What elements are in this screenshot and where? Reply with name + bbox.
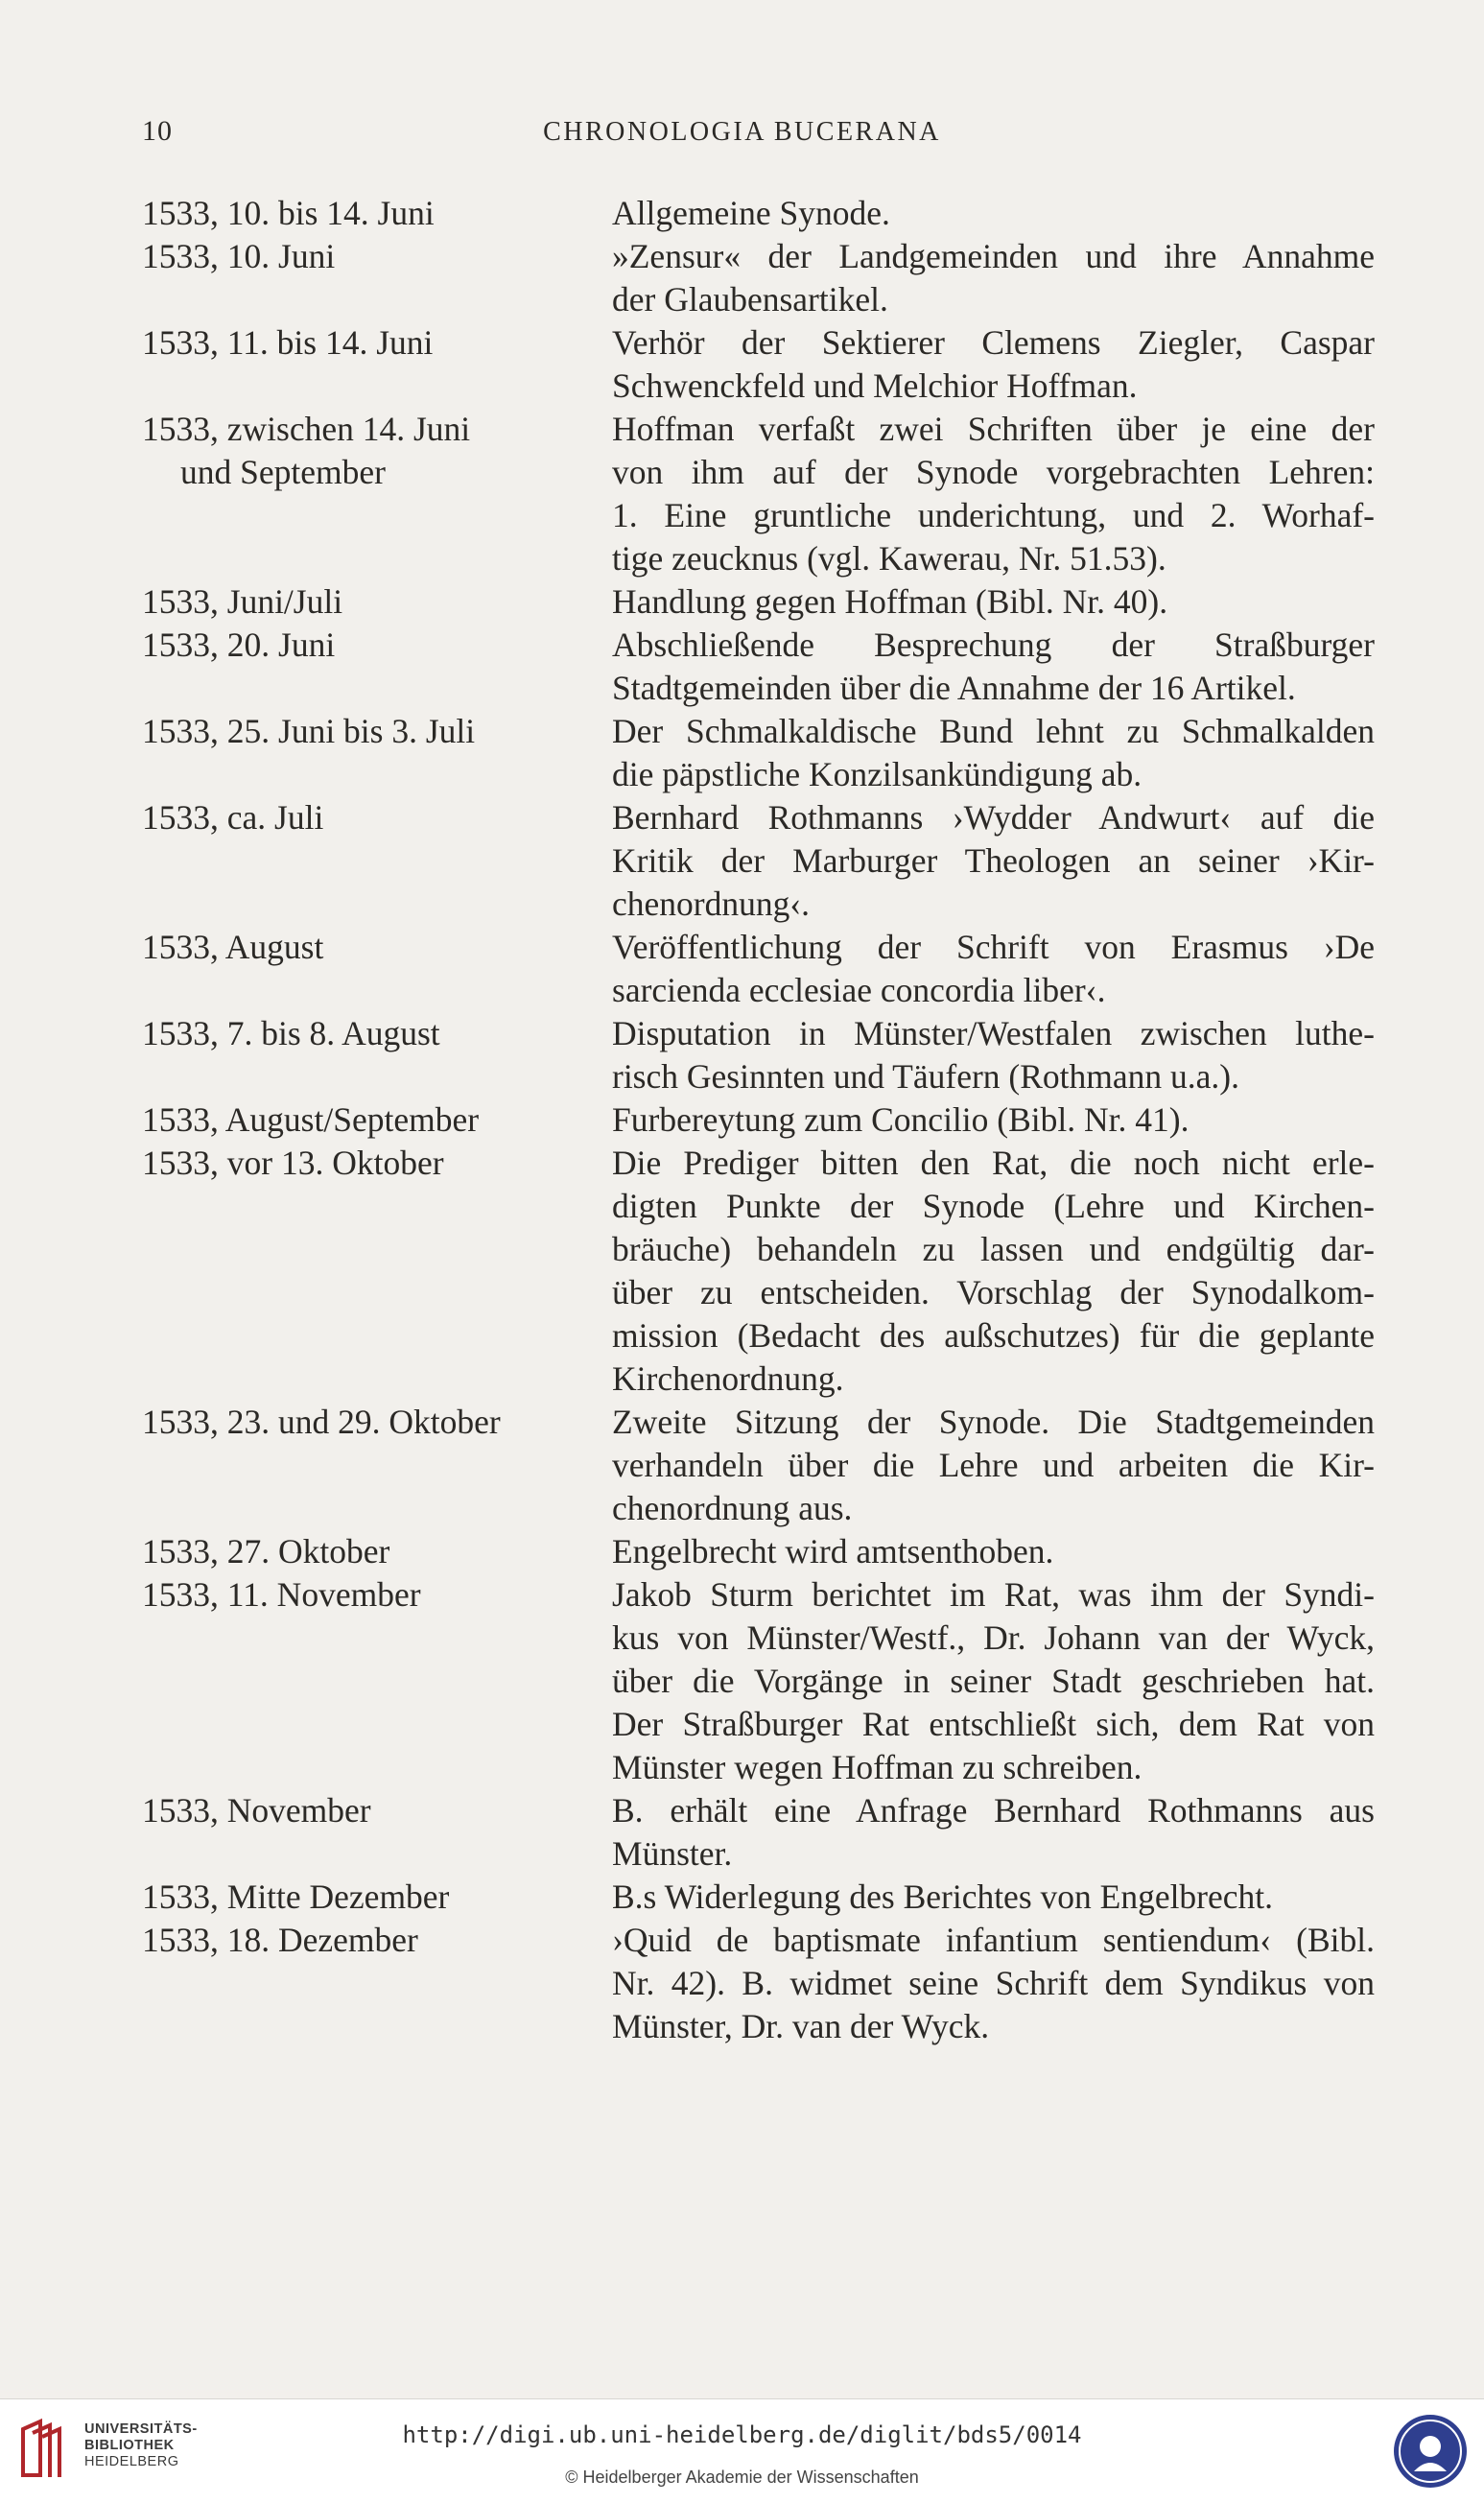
entry-text-line: »Zensur« der Landgemeinden und ihre Annahme: [612, 237, 1375, 275]
entry-date-line: 1533, 11. November: [142, 1575, 421, 1614]
entry-text-line: Abschließende Besprechung der Straßburger: [612, 626, 1375, 664]
entry-description: [612, 192, 1375, 235]
entry-date-line: 1533, 27. Oktober: [142, 1532, 390, 1570]
entry-text-line: ›Quid de baptismate infantium sentiendum‹ (Bibl.: [612, 1921, 1375, 1959]
entry-text-line: Allgemeine Synode.: [612, 194, 890, 232]
entry-text-line: über die Vorgänge in seiner Stadt geschrieben hat.: [612, 1662, 1375, 1700]
entry-text-line: über zu entscheiden. Vorschlag der Synodalkom-: [612, 1273, 1375, 1311]
entry-text-line: chenordnung‹.: [612, 885, 811, 923]
entry-description: [612, 624, 1375, 710]
entry-text-line: der Glaubensartikel.: [612, 280, 888, 319]
entry-text-line: Jakob Sturm berichtet im Rat, was ihm der Syndi-: [612, 1575, 1375, 1614]
entry-date-line: 1533, 11. bis 14. Juni: [142, 323, 434, 362]
library-name-line: HEIDELBERG: [84, 2454, 179, 2469]
entry-date: [142, 580, 612, 624]
entry-date-line: 1533, 10. Juni: [142, 237, 336, 275]
chronology-entry: [142, 1919, 1375, 2048]
entry-text-line: die päpstliche Konzilsankündigung ab.: [612, 755, 1142, 793]
entry-description: [612, 1530, 1375, 1573]
entry-date-line: 1533, 23. und 29. Oktober: [142, 1403, 501, 1441]
entry-description: [612, 235, 1375, 321]
entry-date: [142, 1098, 612, 1142]
library-name-line: BIBLIOTHEK: [84, 2438, 175, 2453]
chronology-entry: [142, 1098, 1375, 1142]
entry-date: [142, 1530, 612, 1573]
entry-text-line: Münster.: [612, 1834, 733, 1873]
running-title: CHRONOLOGIA BUCERANA: [543, 117, 941, 147]
entry-text-line: Stadtgemeinden über die Annahme der 16 Artikel.: [612, 669, 1296, 707]
entry-date: [142, 1876, 612, 1919]
chronology-entry: [142, 1573, 1375, 1789]
entry-description: [612, 1098, 1375, 1142]
entry-text-line: sarcienda ecclesiae concordia liber‹.: [612, 971, 1106, 1009]
chronology-entry: [142, 796, 1375, 926]
chronology-entry: [142, 1530, 1375, 1573]
entry-date: [142, 235, 612, 321]
chronology-list: [142, 192, 1375, 2048]
entry-date-line: 1533, 7. bis 8. August: [142, 1014, 440, 1052]
entry-text-line: kus von Münster/Westf., Dr. Johann van der Wyck,: [612, 1618, 1375, 1657]
chronology-entry: [142, 1012, 1375, 1098]
entry-date: [142, 1401, 612, 1530]
entry-text-line: Hoffman verfaßt zwei Schriften über je eine der: [612, 410, 1375, 448]
chronology-entry: [142, 1789, 1375, 1876]
entry-text-line: Schwenckfeld und Melchior Hoffman.: [612, 366, 1138, 405]
entry-date: [142, 1573, 612, 1789]
entry-date: [142, 1142, 612, 1401]
entry-date-line: 1533, Mitte Dezember: [142, 1877, 450, 1916]
entry-date-line: 1533, 20. Juni: [142, 626, 336, 664]
entry-description: [612, 1876, 1375, 1919]
entry-text-line: Veröffentlichung der Schrift von Erasmus ›De: [612, 928, 1375, 966]
page-number: 10: [142, 115, 173, 147]
entry-text-line: Furbereytung zum Concilio (Bibl. Nr. 41).: [612, 1100, 1190, 1139]
entry-date: [142, 926, 612, 1012]
entry-description: [612, 408, 1375, 580]
entry-date-line: 1533, 25. Juni bis 3. Juli: [142, 712, 476, 750]
entry-description: [612, 1142, 1375, 1401]
entry-description: [612, 710, 1375, 796]
entry-text-line: Zweite Sitzung der Synode. Die Stadtgemeinden: [612, 1403, 1375, 1441]
entry-text-line: Die Prediger bitten den Rat, die noch nicht erle-: [612, 1144, 1375, 1182]
entry-text-line: B. erhält eine Anfrage Bernhard Rothmanns aus: [612, 1791, 1375, 1830]
entry-text-line: Münster, Dr. van der Wyck.: [612, 2007, 990, 2045]
entry-text-line: B.s Widerlegung des Berichtes von Engelbrecht.: [612, 1877, 1274, 1916]
chronology-entry: [142, 321, 1375, 408]
entry-text-line: mission (Bedacht des außschutzes) für die geplante: [612, 1316, 1375, 1355]
chronology-entry: [142, 235, 1375, 321]
entry-date: [142, 710, 612, 796]
entry-text-line: Engelbrecht wird amtsenthoben.: [612, 1532, 1054, 1570]
entry-text-line: Der Schmalkaldische Bund lehnt zu Schmalkalden: [612, 712, 1375, 750]
chronology-entry: [142, 1142, 1375, 1401]
entry-description: [612, 1919, 1375, 2048]
entry-date-line: 1533, 18. Dezember: [142, 1921, 418, 1959]
entry-description: [612, 1573, 1375, 1789]
entry-date: [142, 1789, 612, 1876]
entry-date-line: 1533, August: [142, 928, 324, 966]
entry-description: [612, 580, 1375, 624]
entry-text-line: von ihm auf der Synode vorgebrachten Lehren:: [612, 453, 1375, 491]
entry-date-line: 1533, zwischen 14. Juni: [142, 410, 471, 448]
entry-text-line: Kirchenordnung.: [612, 1359, 844, 1398]
entry-date-line: 1533, August/September: [142, 1100, 480, 1139]
entry-text-line: Verhör der Sektierer Clemens Ziegler, Caspar: [612, 323, 1375, 362]
entry-text-line: bräuche) behandeln zu lassen und endgültig dar-: [612, 1230, 1375, 1268]
entry-text-line: Der Straßburger Rat entschließt sich, dem Rat von: [612, 1705, 1375, 1743]
entry-text-line: Handlung gegen Hoffman (Bibl. Nr. 40).: [612, 582, 1168, 621]
chronology-entry: [142, 580, 1375, 624]
entry-text-line: Münster wegen Hoffman zu schreiben.: [612, 1748, 1142, 1786]
entry-date-line: 1533, ca. Juli: [142, 798, 324, 837]
entry-text-line: tige zeucknus (vgl. Kawerau, Nr. 51.53).: [612, 539, 1166, 578]
entry-text-line: Kritik der Marburger Theologen an seiner ›Kir-: [612, 841, 1375, 880]
entry-date: [142, 1919, 612, 2048]
entry-date: [142, 408, 612, 580]
chronology-entry: [142, 192, 1375, 235]
library-name-line: UNIVERSITÄTS-: [84, 2421, 198, 2437]
permalink-url[interactable]: http://digi.ub.uni-heidelberg.de/diglit/bds5/0014: [402, 2421, 1082, 2448]
entry-description: [612, 796, 1375, 926]
academy-seal-icon: [1391, 2412, 1470, 2491]
chronology-entry: [142, 926, 1375, 1012]
entry-date: [142, 624, 612, 710]
chronology-entry: [142, 1876, 1375, 1919]
chronology-entry: [142, 1401, 1375, 1530]
entry-text-line: Disputation in Münster/Westfalen zwischen luthe-: [612, 1014, 1375, 1052]
entry-text-line: verhandeln über die Lehre und arbeiten die Kir-: [612, 1446, 1375, 1484]
entry-date-line: 1533, 10. bis 14. Juni: [142, 194, 435, 232]
entry-date: [142, 192, 612, 235]
entry-description: [612, 1789, 1375, 1876]
entry-description: [612, 926, 1375, 1012]
entry-text-line: 1. Eine gruntliche underichtung, und 2. Worhaf-: [612, 496, 1375, 534]
entry-date-line: 1533, November: [142, 1791, 371, 1830]
entry-text-line: chenordnung aus.: [612, 1489, 853, 1527]
entry-date: [142, 796, 612, 926]
entry-date: [142, 321, 612, 408]
entry-date: [142, 1012, 612, 1098]
chronology-entry: [142, 624, 1375, 710]
chronology-entry: [142, 710, 1375, 796]
entry-text-line: digten Punkte der Synode (Lehre und Kirchen-: [612, 1187, 1375, 1225]
entry-text-line: Bernhard Rothmanns ›Wydder Andwurt‹ auf die: [612, 798, 1375, 837]
copyright-notice: © Heidelberger Akademie der Wissenschaften: [565, 2468, 919, 2487]
entry-description: [612, 1012, 1375, 1098]
chronology-entry: [142, 408, 1375, 580]
entry-text-line: Nr. 42). B. widmet seine Schrift dem Syndikus von: [612, 1964, 1375, 2002]
entry-date-line: 1533, Juni/Juli: [142, 582, 343, 621]
entry-date-line: 1533, vor 13. Oktober: [142, 1144, 444, 1182]
entry-description: [612, 1401, 1375, 1530]
entry-description: [612, 321, 1375, 408]
entry-date-line: und September: [180, 453, 386, 491]
entry-text-line: risch Gesinnten und Täufern (Rothmann u.a.).: [612, 1057, 1239, 1096]
